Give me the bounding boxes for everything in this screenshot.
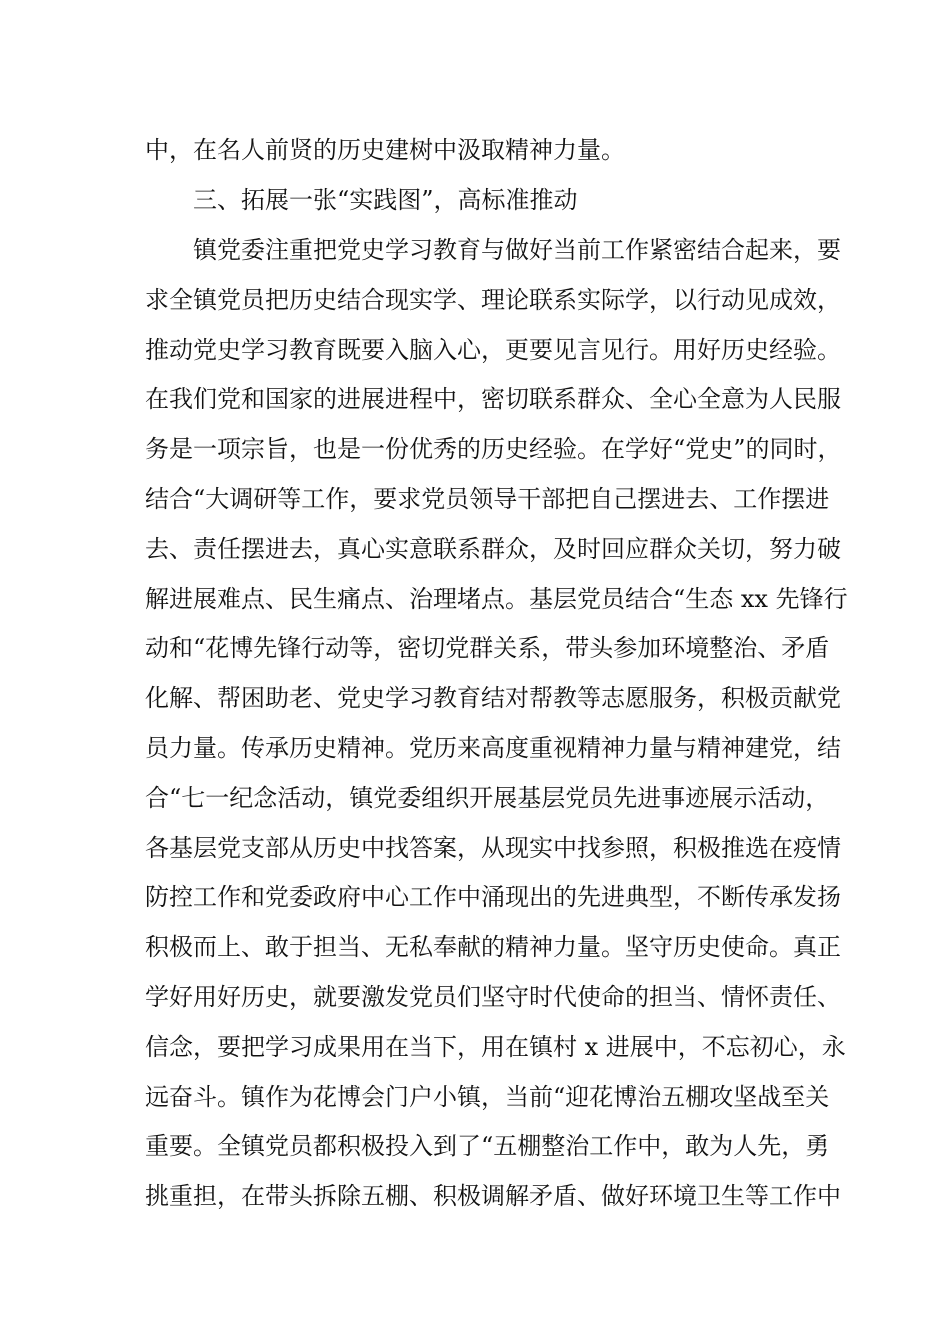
text-line: 合“七一纪念活动，镇党委组织开展基层党员先进事迹展示活动，: [145, 784, 830, 812]
text-line: 求全镇党员把历史结合现实学、理论联系实际学，以行动见成效，: [145, 286, 841, 314]
section-heading: 三、拓展一张“实践图”，高标准推动: [193, 186, 578, 214]
text-line: 化解、帮困助老、党史学习教育结对帮教等志愿服务，积极贡献党: [145, 684, 841, 712]
text-line: 积极而上、敢于担当、无私奉献的精神力量。坚守历史使命。真正: [145, 933, 841, 961]
text-line: 挑重担，在带头拆除五棚、积极调解矛盾、做好环境卫生等工作中: [145, 1182, 841, 1210]
text-line: 员力量。传承历史精神。党历来高度重视精神力量与精神建党，结: [145, 734, 841, 762]
text-line: 各基层党支部从历史中找答案，从现实中找参照，积极推选在疫情: [145, 834, 841, 862]
text-line: 镇党委注重把党史学习教育与做好当前工作紧密结合起来，要: [193, 236, 841, 264]
text-line: 学好用好历史，就要激发党员们坚守时代使命的担当、情怀责任、: [145, 983, 841, 1011]
text-line: 推动党史学习教育既要入脑入心，更要见言见行。用好历史经验。: [145, 336, 841, 364]
text-line: 防控工作和党委政府中心工作中涌现出的先进典型，不断传承发扬: [145, 883, 841, 911]
text-line: 中，在名人前贤的历史建树中汲取精神力量。: [145, 136, 625, 164]
text-line: 信念，要把学习成果用在当下，用在镇村 x 进展中，不忘初心，永: [145, 1033, 846, 1061]
text-line: 结合“大调研等工作，要求党员领导干部把自己摆进去、工作摆进: [145, 485, 830, 513]
text-line: 解进展难点、民生痛点、治理堵点。基层党员结合“生态 xx 先锋行: [145, 585, 848, 613]
text-line: 务是一项宗旨，也是一份优秀的历史经验。在学好“党史”的同时，: [145, 435, 842, 463]
text-line: 重要。全镇党员都积极投入到了“五棚整治工作中，敢为人先，勇: [145, 1132, 830, 1160]
text-line: 远奋斗。镇作为花博会门户小镇，当前“迎花博治五棚攻坚战至关: [145, 1083, 830, 1111]
text-line: 在我们党和国家的进展进程中，密切联系群众、全心全意为人民服: [145, 385, 841, 413]
text-line: 去、责任摆进去，真心实意联系群众，及时回应群众关切，努力破: [145, 535, 841, 563]
text-line: 动和“花博先锋行动等，密切党群关系，带头参加环境整治、矛盾: [145, 634, 830, 662]
